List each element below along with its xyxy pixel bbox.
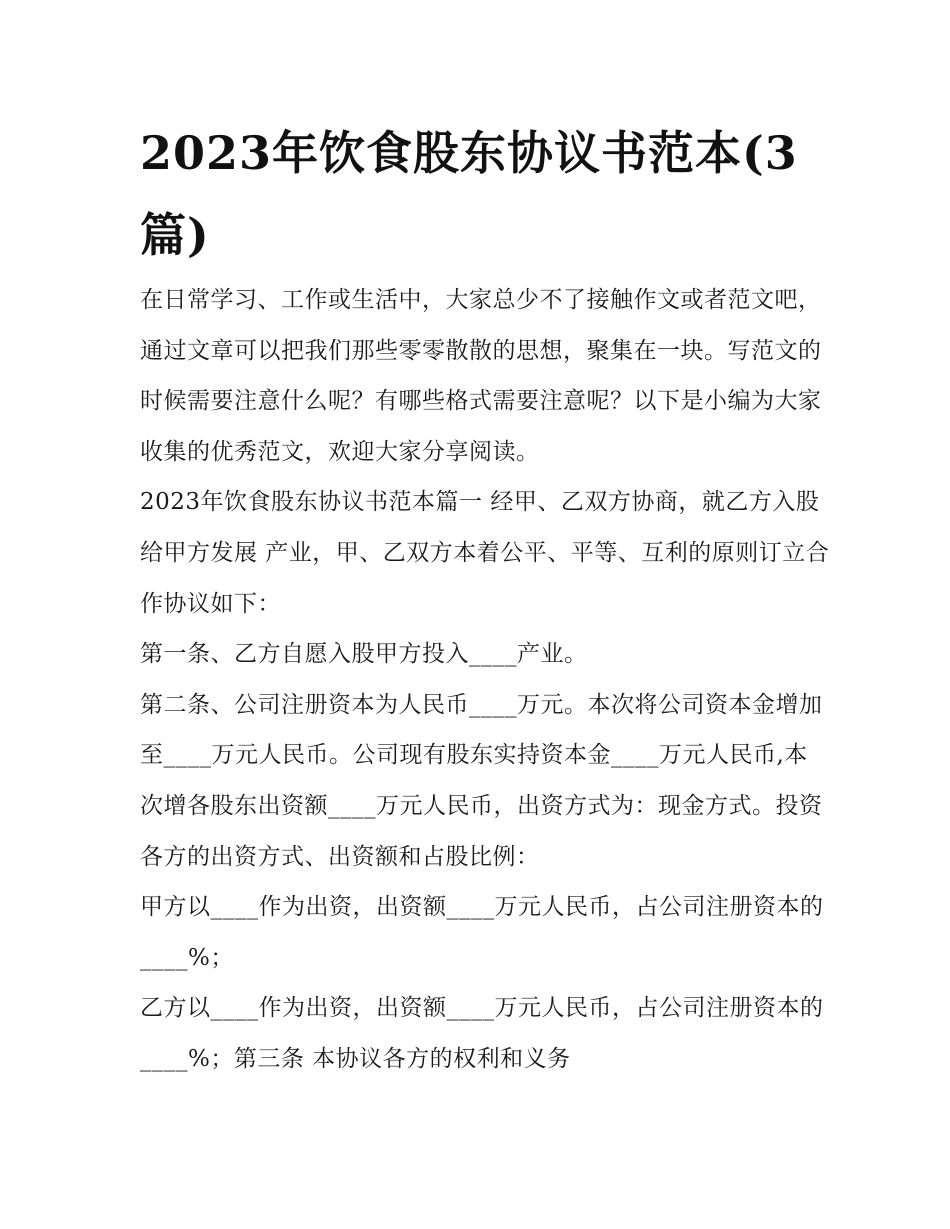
document-title: 2023年饮食股东协议书范本(3篇) bbox=[140, 126, 798, 262]
paragraph-article-2: 第二条、公司注册资本为人民币____万元。本次将公司资本金增加至____万元人民币。公司现有股东实持资本金____万元人民币,本次增各股东出资额____万元人民币，出资方式为：现金方式。投资各方的出资方式、出资额和占股比例： bbox=[140, 691, 823, 870]
paragraph-party-a-contribution: 甲方以____作为出资，出资额____万元人民币，占公司注册资本的____%； bbox=[140, 894, 824, 971]
paragraph-article-1: 第一条、乙方自愿入股甲方投入____产业。 bbox=[140, 641, 588, 668]
document-body bbox=[140, 275, 830, 1085]
paragraph-party-b-contribution: 乙方以____作为出资，出资额____万元人民币，占公司注册资本的____%；第三条 本协议各方的权利和义务 bbox=[140, 995, 824, 1072]
intro-paragraph: 在日常学习、工作或生活中，大家总少不了接触作文或者范文吧，通过文章可以把我们那些零零散散的思想，聚集在一块。写范文的时候需要注意什么呢？有哪些格式需要注意呢？以下是小编为大家收集的优秀范文，欢迎大家分享阅读。 bbox=[140, 287, 822, 465]
paragraph-preamble: 2023年饮食股东协议书范本篇一 经甲、乙双方协商，就乙方入股给甲方发展 产业，甲、乙双方本着公平、平等、互利的原则订立合作协议如下： bbox=[140, 489, 830, 617]
